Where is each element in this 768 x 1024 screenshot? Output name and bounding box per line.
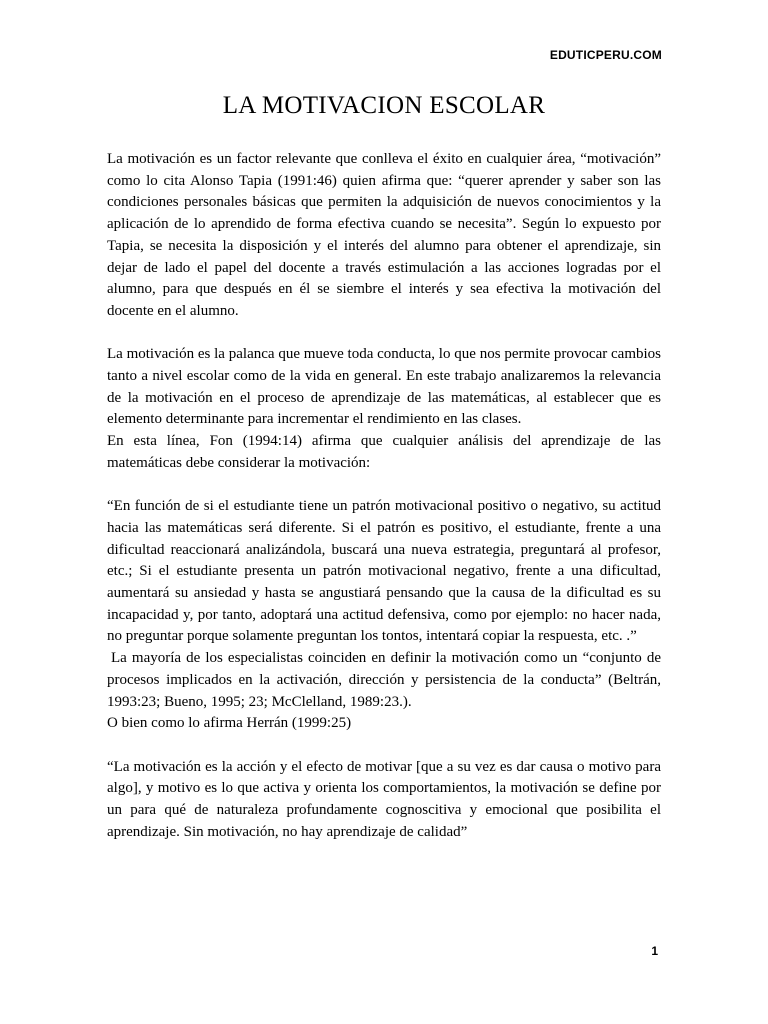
quote-herran: “La motivación es la acción y el efecto de motivar [que a su vez es dar causa o motivo para algo], y motivo es lo que activa y orienta los comportamientos, la motivación se define por un para qué de naturaleza profundamente cognoscitiva y emocional que posibilita el aprendizaje. Sin motivación, no hay aprendizaje de calidad” bbox=[107, 758, 661, 840]
paragraph-herran: O bien como lo afirma Herrán (1999:25) bbox=[107, 715, 352, 732]
document-title: LA MOTIVACION ESCOLAR bbox=[222, 92, 546, 119]
page-number: 1 bbox=[651, 944, 658, 958]
site-label: EDUTICPERU.COM bbox=[549, 48, 662, 62]
paragraph-especialistas: La mayoría de los especialistas coinciden en definir la motivación como un “conjunto de procesos implicados en la activación, dirección y persistencia de la conducta” (Beltrán, 1993:23; Bueno, 1995; 23; McClelland, 1989:23.). bbox=[107, 650, 661, 710]
quote-fon: “En función de si el estudiante tiene un patrón motivacional positivo o negativo, su actitud hacia las matemáticas será diferente. Si el patrón es positivo, el estudiante, frente a una dificultad reaccionará analizándola, buscará una nueva estrategia, preguntará al profesor, etc.; Si el estudiante presenta un patrón motivacional negativo, frente a una dificultad, aumentará su ansiedad y hasta se angustiará pensando que la causa de la dificultad es su incapacidad y, por tanto, adoptará una actitud defensiva, como por ejemplo: no hacer nada, no preguntar porque solamente preguntan los tontos, intentará copiar la respuesta, etc. .” bbox=[107, 498, 661, 645]
document-body bbox=[107, 149, 661, 843]
paragraph-intro: La motivación es un factor relevante que conlleva el éxito en cualquier área, “motivación” como lo cita Alonso Tapia (1991:46) quien afirma que: “querer aprender y saber son las condiciones personales básicas que permiten la adquisición de nuevos conocimientos y la aplicación de lo aprendido de forma efectiva cuando se necesita”. Según lo expuesto por Tapia, se necesita la disposición y el interés del alumno para obtener el aprendizaje, sin dejar de lado el papel del docente a través estimulación a las acciones logradas por el alumno, para que después en él se siembre el interés y sea efectiva la motivación del docente en el alumno. bbox=[107, 151, 661, 319]
paragraph-palanca: La motivación es la palanca que mueve toda conducta, lo que nos permite provocar cambios tanto a nivel escolar como de la vida en general. En este trabajo analizaremos la relevancia de la motivación en el proceso de aprendizaje de las matemáticas, al establecer que es elemento determinante para incrementar el rendimiento en las clases. bbox=[107, 346, 661, 428]
paragraph-fon: En esta línea, Fon (1994:14) afirma que cualquier análisis del aprendizaje de las matemáticas debe considerar la motivación: bbox=[107, 433, 661, 471]
